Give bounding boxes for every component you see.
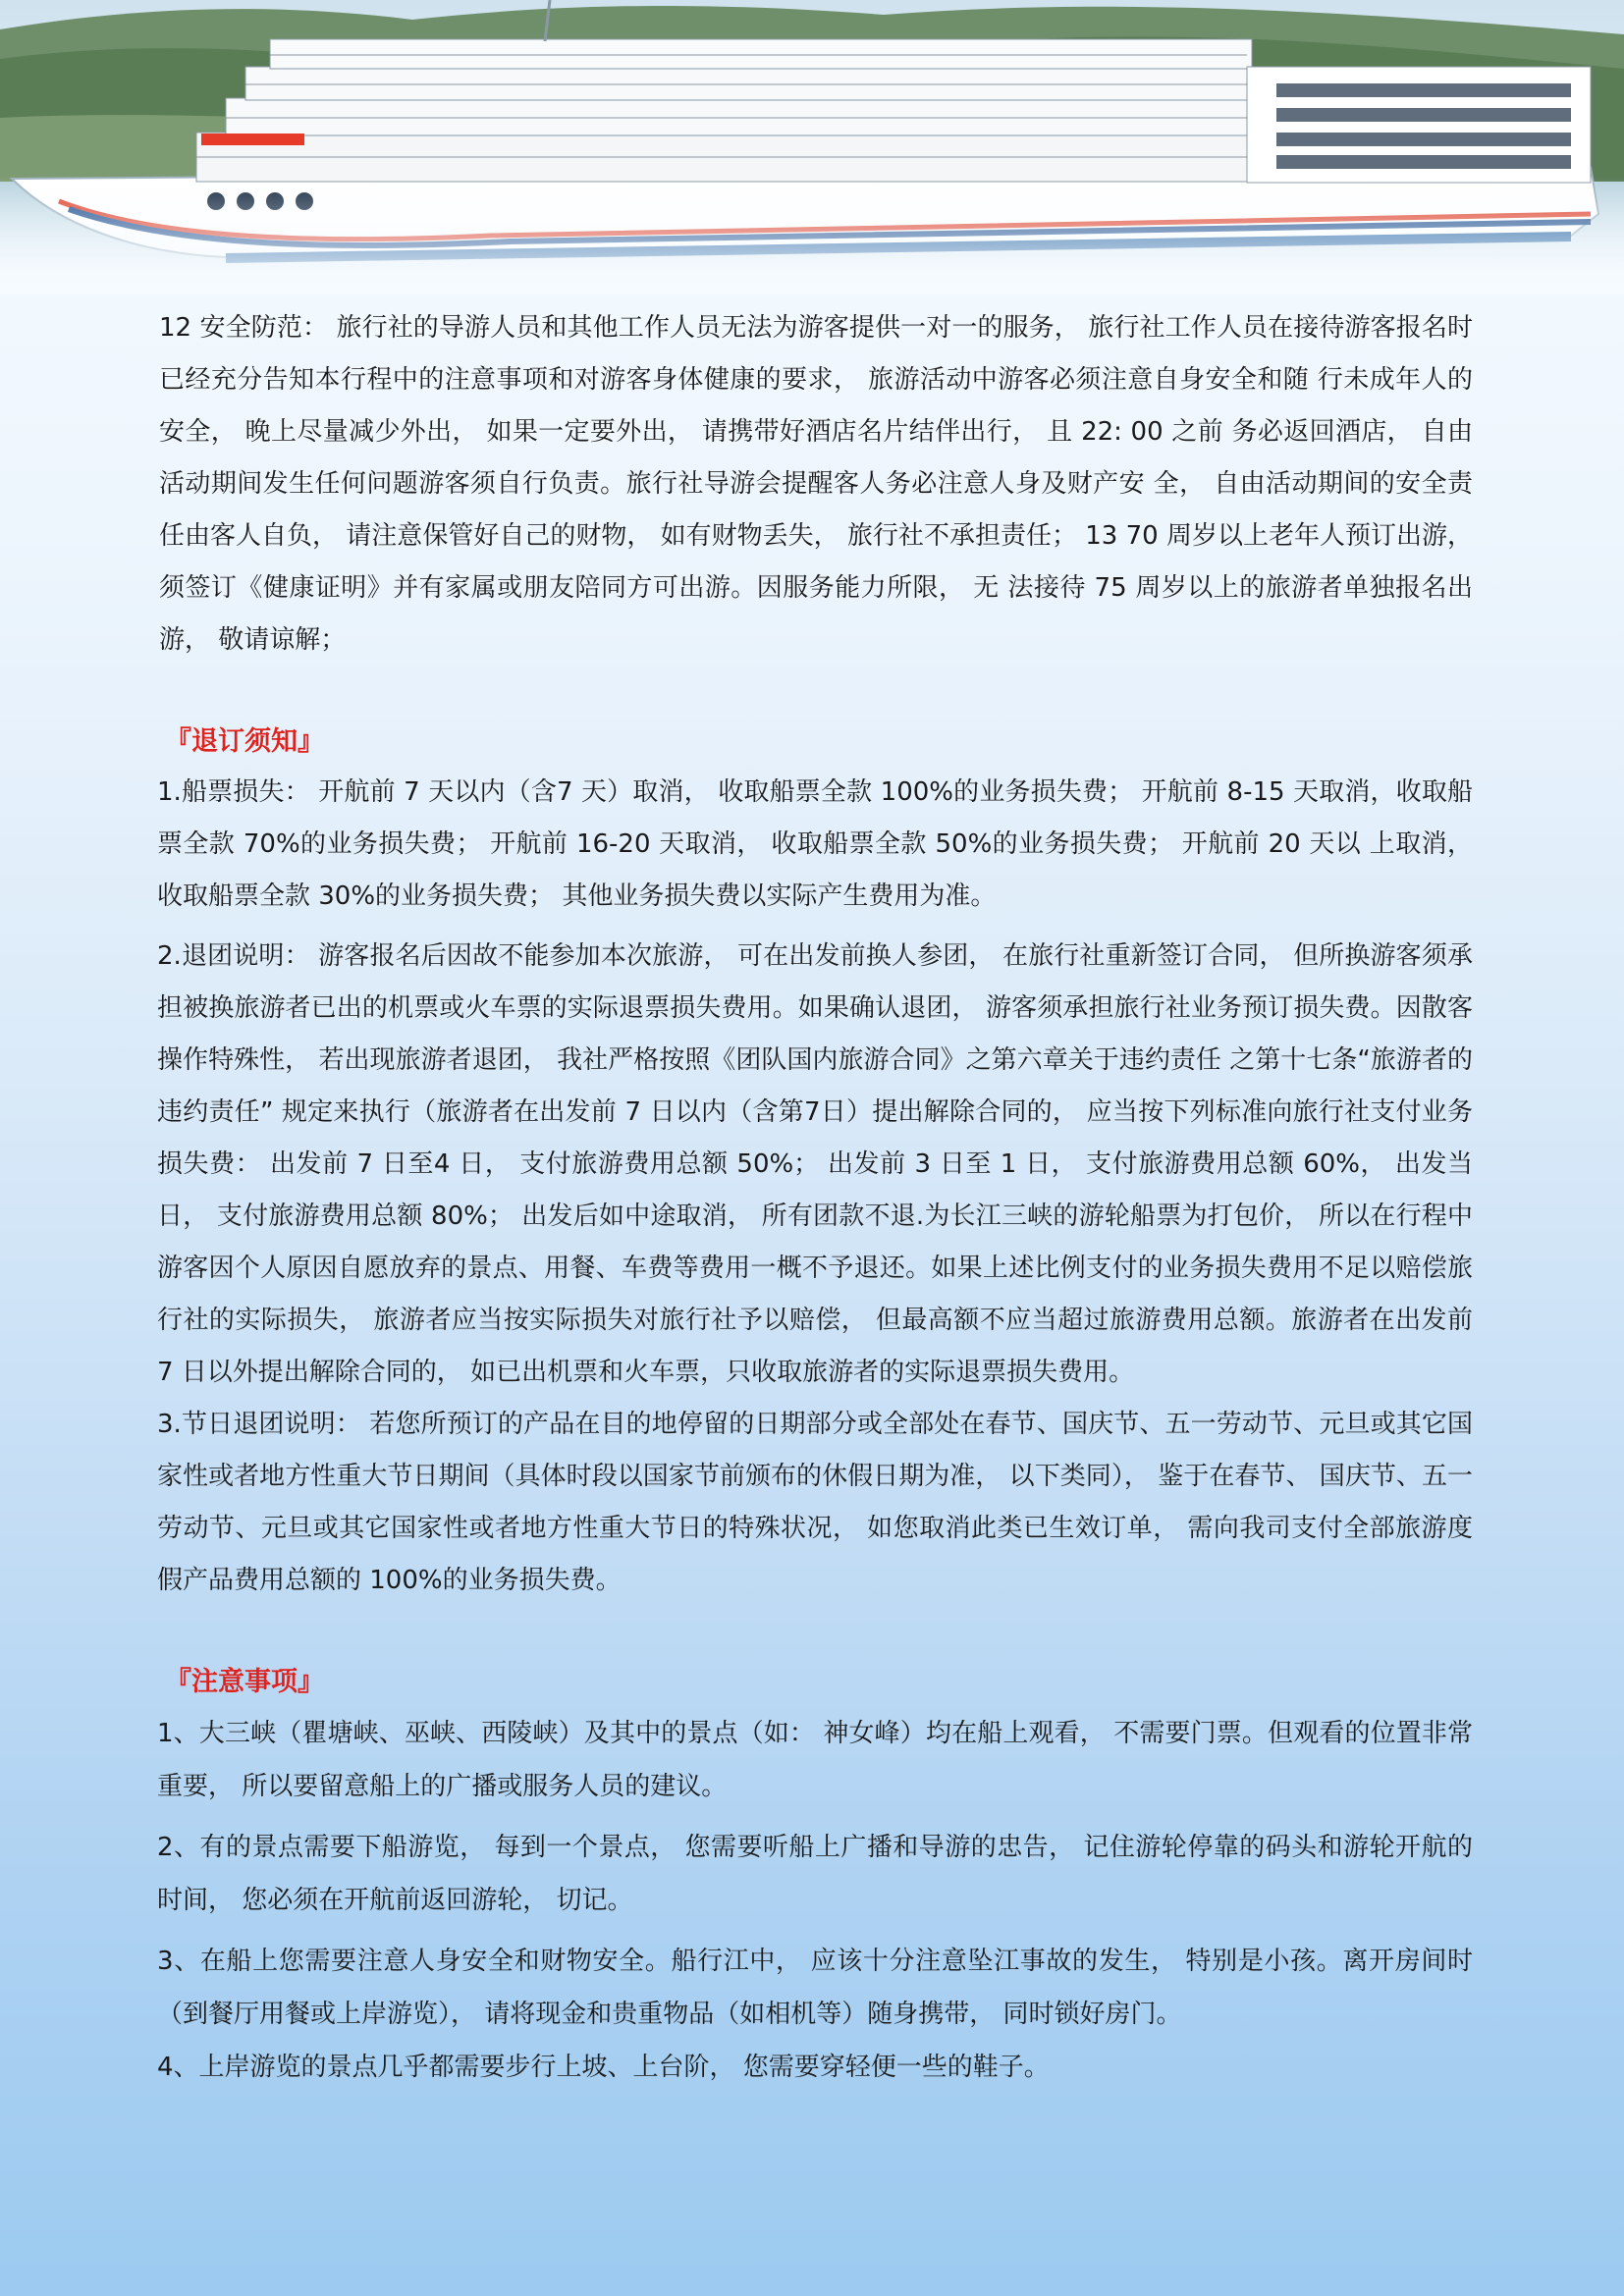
refund-section [157,718,1473,1607]
notes-section [157,1658,1473,2094]
safety-paragraph: 12 安全防范： 旅行社的导游人员和其他工作人员无法为游客提供一对一的服务， 旅行社工作人员在接待游客报名时已经充分告知本行程中的注意事项和对游客身体健康的要求， 旅游活动中游客必须注意自身安全和随 行未成年人的安全， 晚上尽量减少外出， 如果一定要外出， 请携带好酒店名片结伴出行， 且 22: 00 之前 务必返回酒店， 自由活动期间发生任何问题游客须自行负责。旅行社导游会提醒客人务必注意人身及财产安 全， 自由活动期间的安全责任由客人自负， 请注意保管好自己的财物， 如有财物丢失， 旅行社不承担责任； 13 70 周岁以上老年人预订出游， 须签订《健康证明》并有家属或朋友陪同方可出游。因服务能力所限， 无 法接待 75 周岁以上的旅游者单独报名出游， 敬请谅解； [159,313,1473,655]
notes-heading: 『注意事项』 [165,1667,324,1697]
refund-item: 2.退团说明： 游客报名后因故不能参加本次旅游， 可在出发前换人参团， 在旅行社重新签订合同， 但所换游客须承担被换旅游者已出的机票或火车票的实际退票损失费用。如果确认退团， 游客须承担旅行社业务预订损失费。因散客操作特殊性， 若出现旅游者退团， 我社严格按照《团队国内旅游合同》之第六章关于违约责任 之第十七条“旅游者的违约责任” 规定来执行（旅游者在出发前 7 日以内（含第7日）提出解除合同的， 应当按下列标准向旅行社支付业务损失费： 出发前 7 日至4 日， 支付旅游费用总额 50%； 出发前 3 日至 1 日， 支付旅游费用总额 60%， 出发当日， 支付旅游费用总额 80%； 出发后如中途取消， 所有团款不退.为长江三峡的游轮船票为打包价， 所以在行程中游客因个人原因自愿放弃的景点、用餐、车费等费用一概不予退还。如果上述比例支付的业务损失费用不足以赔偿旅行社的实际损失， 旅游者应当按实际损失对旅行社予以赔偿， 但最高额不应当超过旅游费用总额。旅游者在出发前 7 日以外提出解除合同的， 如已出机票和火车票，只收取旅游者的实际退票损失费用。 [157,941,1473,1387]
notes-item: 1、大三峡（瞿塘峡、巫峡、西陵峡）及其中的景点（如： 神女峰）均在船上观看， 不需要门票。但观看的位置非常重要， 所以要留意船上的广播或服务人员的建议。 [157,1719,1473,1801]
notes-item: 3、在船上您需要注意人身安全和财物安全。船行江中， 应该十分注意坠江事故的发生， 特别是小孩。离开房间时（到餐厅用餐或上岸游览）， 请将现金和贵重物品（如相机等）随身携带， 同时锁好房门。 [157,1947,1473,2029]
refund-item: 1.船票损失： 开航前 7 天以内（含7 天）取消， 收取船票全款 100%的业务损失费； 开航前 8-15 天取消，收取船票全款 70%的业务损失费； 开航前 16-20 天取消， 收取船票全款 50%的业务损失费； 开航前 20 天以 上取消， 收取船票全款 30%的业务损失费； 其他业务损失费以实际产生费用为准。 [157,777,1473,911]
notes-item: 4、上岸游览的景点几乎都需要步行上坡、上台阶， 您需要穿轻便一些的鞋子。 [157,2053,1050,2082]
hero-cruise-ship-image [0,0,1624,294]
notes-item: 2、有的景点需要下船游览， 每到一个景点， 您需要听船上广播和导游的忠告， 记住游轮停靠的码头和游轮开航的时间， 您必须在开航前返回游轮， 切记。 [157,1833,1473,1915]
refund-item: 3.节日退团说明： 若您所预订的产品在目的地停留的日期部分或全部处在春节、国庆节、五一劳动节、元旦或其它国家性或者地方性重大节日期间（具体时段以国家节前颁布的休假日期为准， 以下类同）， 鉴于在春节、 国庆节、五一劳动节、元旦或其它国家性或者地方性重大节日的特殊状况， 如您取消此类已生效订单， 需向我司支付全部旅游度假产品费用总额的 100%的业务损失费。 [157,1410,1473,1595]
cruise-ship-illustration [0,0,1624,294]
refund-heading: 『退订须知』 [165,726,324,757]
document-body [157,302,1473,2094]
